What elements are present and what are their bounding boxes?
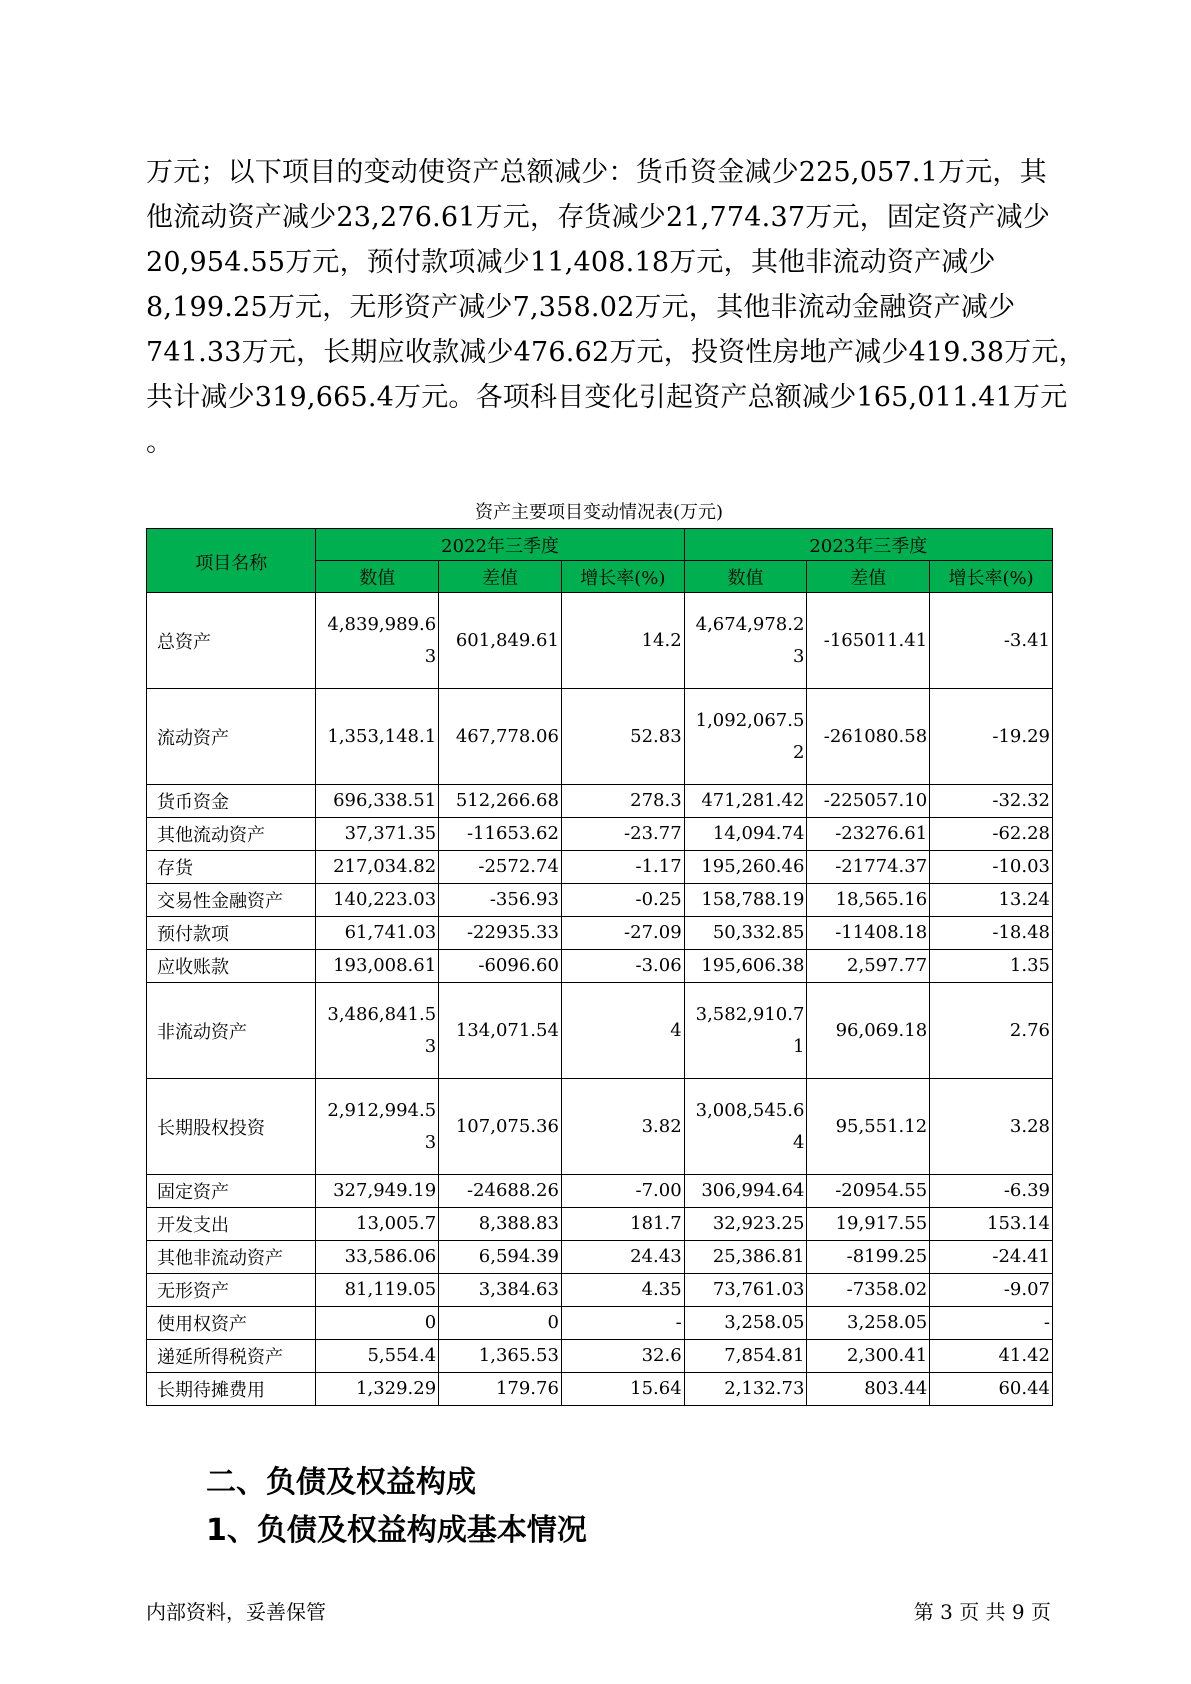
- cell-value-2023: 3,258.05: [684, 1307, 807, 1340]
- cell-value-2023: 73,761.03: [684, 1274, 807, 1307]
- table-row: [147, 1079, 1053, 1175]
- cell-value-2022: 3,486,841.53: [316, 983, 439, 1079]
- cell-item-name: 递延所得税资产: [147, 1340, 316, 1373]
- cell-rate-2023: -10.03: [930, 851, 1053, 884]
- cell-rate-2023: 2.76: [930, 983, 1053, 1079]
- cell-rate-2023: 153.14: [930, 1208, 1053, 1241]
- cell-item-name: 应收账款: [147, 950, 316, 983]
- cell-value-2023: 195,260.46: [684, 851, 807, 884]
- cell-value-2022: 0: [316, 1307, 439, 1340]
- header-diff-2023: 差值: [807, 561, 930, 593]
- cell-diff-2023: 2,300.41: [807, 1340, 930, 1373]
- cell-value-2023: 4,674,978.23: [684, 593, 807, 689]
- cell-item-name: 其他流动资产: [147, 818, 316, 851]
- cell-diff-2023: 19,917.55: [807, 1208, 930, 1241]
- cell-rate-2022: -: [561, 1307, 684, 1340]
- table-row: [147, 1241, 1053, 1274]
- cell-rate-2022: 4.35: [561, 1274, 684, 1307]
- cell-diff-2023: -7358.02: [807, 1274, 930, 1307]
- cell-diff-2022: -2572.74: [439, 851, 562, 884]
- footer-page-number: 第 3 页 共 9 页: [913, 1600, 1051, 1624]
- header-rate-2022: 增长率(%): [561, 561, 684, 593]
- cell-diff-2022: 134,071.54: [439, 983, 562, 1079]
- cell-rate-2022: 4: [561, 983, 684, 1079]
- asset-change-table: [146, 528, 1053, 1406]
- cell-item-name: 固定资产: [147, 1175, 316, 1208]
- cell-item-name: 使用权资产: [147, 1307, 316, 1340]
- cell-diff-2023: -23276.61: [807, 818, 930, 851]
- cell-value-2022: 33,586.06: [316, 1241, 439, 1274]
- header-year-2022: 2022年三季度: [316, 529, 684, 561]
- cell-item-name: 非流动资产: [147, 983, 316, 1079]
- cell-rate-2023: 60.44: [930, 1373, 1053, 1406]
- cell-diff-2022: -6096.60: [439, 950, 562, 983]
- cell-value-2023: 25,386.81: [684, 1241, 807, 1274]
- cell-value-2023: 195,606.38: [684, 950, 807, 983]
- table-row: [147, 983, 1053, 1079]
- cell-rate-2022: 181.7: [561, 1208, 684, 1241]
- cell-diff-2022: 1,365.53: [439, 1340, 562, 1373]
- body-paragraph: [146, 150, 1086, 465]
- cell-diff-2022: 467,778.06: [439, 689, 562, 785]
- table-row: [147, 1175, 1053, 1208]
- cell-item-name: 无形资产: [147, 1274, 316, 1307]
- cell-value-2023: 3,582,910.71: [684, 983, 807, 1079]
- cell-value-2023: 3,008,545.64: [684, 1079, 807, 1175]
- cell-rate-2023: -9.07: [930, 1274, 1053, 1307]
- cell-rate-2022: -1.17: [561, 851, 684, 884]
- table-row: [147, 593, 1053, 689]
- cell-value-2023: 14,094.74: [684, 818, 807, 851]
- table-row: [147, 1208, 1053, 1241]
- cell-item-name: 预付款项: [147, 917, 316, 950]
- cell-diff-2022: 601,849.61: [439, 593, 562, 689]
- cell-item-name: 总资产: [147, 593, 316, 689]
- cell-diff-2023: 2,597.77: [807, 950, 930, 983]
- cell-rate-2023: 13.24: [930, 884, 1053, 917]
- cell-diff-2022: -11653.62: [439, 818, 562, 851]
- cell-diff-2022: 8,388.83: [439, 1208, 562, 1241]
- cell-value-2022: 217,034.82: [316, 851, 439, 884]
- cell-rate-2023: 3.28: [930, 1079, 1053, 1175]
- cell-diff-2023: -21774.37: [807, 851, 930, 884]
- cell-diff-2022: 107,075.36: [439, 1079, 562, 1175]
- cell-item-name: 交易性金融资产: [147, 884, 316, 917]
- cell-rate-2022: -23.77: [561, 818, 684, 851]
- table-row: [147, 917, 1053, 950]
- cell-value-2022: 13,005.7: [316, 1208, 439, 1241]
- cell-rate-2023: 41.42: [930, 1340, 1053, 1373]
- cell-value-2022: 1,329.29: [316, 1373, 439, 1406]
- cell-rate-2022: 32.6: [561, 1340, 684, 1373]
- cell-rate-2022: -0.25: [561, 884, 684, 917]
- cell-value-2023: 471,281.42: [684, 785, 807, 818]
- header-value-2022: 数值: [316, 561, 439, 593]
- cell-value-2023: 7,854.81: [684, 1340, 807, 1373]
- paragraph-line: 共计减少319,665.4万元。各项科目变化引起资产总额减少165,011.41万元: [146, 382, 1068, 413]
- cell-diff-2022: -24688.26: [439, 1175, 562, 1208]
- header-value-2023: 数值: [684, 561, 807, 593]
- cell-diff-2022: 512,266.68: [439, 785, 562, 818]
- cell-rate-2023: -: [930, 1307, 1053, 1340]
- cell-diff-2023: 95,551.12: [807, 1079, 930, 1175]
- cell-value-2023: 32,923.25: [684, 1208, 807, 1241]
- table-row: [147, 1373, 1053, 1406]
- cell-value-2023: 158,788.19: [684, 884, 807, 917]
- table-row: [147, 1274, 1053, 1307]
- table-row: [147, 851, 1053, 884]
- paragraph-line: 20,954.55万元，预付款项减少11,408.18万元，其他非流动资产减少: [146, 247, 996, 278]
- cell-value-2022: 327,949.19: [316, 1175, 439, 1208]
- cell-diff-2022: 3,384.63: [439, 1274, 562, 1307]
- table-row: [147, 884, 1053, 917]
- cell-item-name: 流动资产: [147, 689, 316, 785]
- cell-diff-2023: -8199.25: [807, 1241, 930, 1274]
- header-year-2023: 2023年三季度: [684, 529, 1052, 561]
- paragraph-line: 万元；以下项目的变动使资产总额减少：货币资金减少225,057.1万元，其: [146, 157, 1047, 188]
- cell-item-name: 开发支出: [147, 1208, 316, 1241]
- cell-item-name: 长期股权投资: [147, 1079, 316, 1175]
- cell-rate-2023: -32.32: [930, 785, 1053, 818]
- cell-diff-2022: 6,594.39: [439, 1241, 562, 1274]
- table-row: [147, 818, 1053, 851]
- header-diff-2022: 差值: [439, 561, 562, 593]
- cell-value-2022: 140,223.03: [316, 884, 439, 917]
- cell-value-2022: 5,554.4: [316, 1340, 439, 1373]
- cell-rate-2022: 3.82: [561, 1079, 684, 1175]
- cell-diff-2023: 18,565.16: [807, 884, 930, 917]
- paragraph-line: 他流动资产减少23,276.61万元，存货减少21,774.37万元，固定资产减少: [146, 202, 1051, 233]
- cell-rate-2023: -6.39: [930, 1175, 1053, 1208]
- table-row: [147, 689, 1053, 785]
- cell-value-2022: 37,371.35: [316, 818, 439, 851]
- cell-rate-2022: 24.43: [561, 1241, 684, 1274]
- cell-rate-2022: -7.00: [561, 1175, 684, 1208]
- cell-value-2023: 50,332.85: [684, 917, 807, 950]
- paragraph-line: 741.33万元，长期应收款减少476.62万元，投资性房地产减少419.38万元，: [146, 337, 1086, 368]
- cell-value-2022: 61,741.03: [316, 917, 439, 950]
- table-row: [147, 785, 1053, 818]
- paragraph-line: 。: [146, 427, 174, 458]
- cell-diff-2022: -22935.33: [439, 917, 562, 950]
- cell-rate-2022: -3.06: [561, 950, 684, 983]
- cell-diff-2023: 803.44: [807, 1373, 930, 1406]
- cell-rate-2023: -24.41: [930, 1241, 1053, 1274]
- cell-rate-2022: 15.64: [561, 1373, 684, 1406]
- header-rate-2023: 增长率(%): [930, 561, 1053, 593]
- cell-rate-2022: -27.09: [561, 917, 684, 950]
- cell-rate-2023: -19.29: [930, 689, 1053, 785]
- footer-confidential-note: 内部资料，妥善保管: [146, 1600, 326, 1624]
- cell-diff-2023: -225057.10: [807, 785, 930, 818]
- paragraph-line: 8,199.25万元，无形资产减少7,358.02万元，其他非流动金融资产减少: [146, 292, 1016, 323]
- cell-item-name: 长期待摊费用: [147, 1373, 316, 1406]
- cell-value-2023: 2,132.73: [684, 1373, 807, 1406]
- table-row: [147, 950, 1053, 983]
- cell-rate-2023: -62.28: [930, 818, 1053, 851]
- cell-diff-2023: 96,069.18: [807, 983, 930, 1079]
- table-row: [147, 1307, 1053, 1340]
- cell-item-name: 存货: [147, 851, 316, 884]
- cell-value-2022: 696,338.51: [316, 785, 439, 818]
- cell-value-2022: 2,912,994.53: [316, 1079, 439, 1175]
- header-item-name: 项目名称: [147, 529, 316, 593]
- cell-rate-2023: -18.48: [930, 917, 1053, 950]
- subsection-heading: 1、负债及权益构成基本情况: [206, 1513, 587, 1548]
- cell-diff-2023: -11408.18: [807, 917, 930, 950]
- cell-rate-2023: -3.41: [930, 593, 1053, 689]
- cell-diff-2022: 179.76: [439, 1373, 562, 1406]
- cell-rate-2023: 1.35: [930, 950, 1053, 983]
- cell-value-2022: 81,119.05: [316, 1274, 439, 1307]
- cell-value-2022: 4,839,989.63: [316, 593, 439, 689]
- cell-item-name: 货币资金: [147, 785, 316, 818]
- cell-item-name: 其他非流动资产: [147, 1241, 316, 1274]
- cell-diff-2023: -165011.41: [807, 593, 930, 689]
- cell-value-2023: 306,994.64: [684, 1175, 807, 1208]
- table-title: 资产主要项目变动情况表(万元): [474, 502, 724, 523]
- cell-value-2023: 1,092,067.52: [684, 689, 807, 785]
- cell-diff-2023: 3,258.05: [807, 1307, 930, 1340]
- cell-value-2022: 1,353,148.1: [316, 689, 439, 785]
- cell-diff-2022: -356.93: [439, 884, 562, 917]
- cell-diff-2022: 0: [439, 1307, 562, 1340]
- table-row: [147, 1340, 1053, 1373]
- cell-rate-2022: 278.3: [561, 785, 684, 818]
- section-heading: 二、负债及权益构成: [206, 1465, 476, 1500]
- cell-rate-2022: 14.2: [561, 593, 684, 689]
- cell-diff-2023: -261080.58: [807, 689, 930, 785]
- cell-rate-2022: 52.83: [561, 689, 684, 785]
- cell-diff-2023: -20954.55: [807, 1175, 930, 1208]
- cell-value-2022: 193,008.61: [316, 950, 439, 983]
